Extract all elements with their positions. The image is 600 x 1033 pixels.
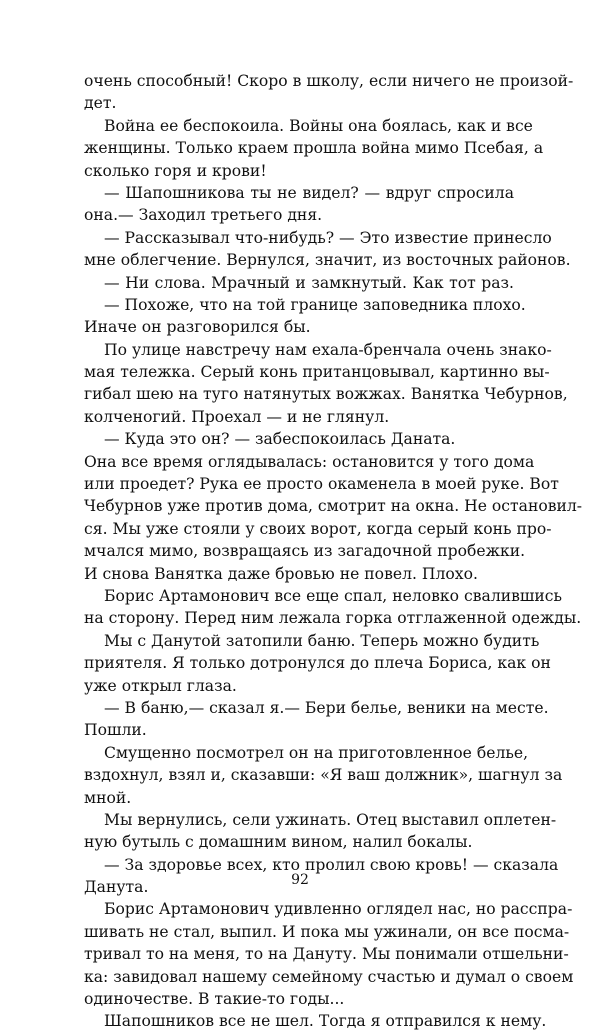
text-line: гибал шею на туго натянутых вожжах. Ванятка Чебурнов, [84,385,568,404]
text-line: Мы с Данутой затопили баню. Теперь можно будить [104,631,540,650]
text-line: Шапошников все не шел. Тогда я отправился к нему. [104,1012,547,1031]
text-line: она.— Заходил третьего дня. [84,206,323,225]
text-line: ся. Мы уже стояли у своих ворот, когда серый конь про- [84,519,552,538]
text-line: женщины. Только краем прошла война мимо Псебая, а [84,139,544,158]
text-line: сколько горя и крови! [84,161,267,180]
text-line: ка: завидовал нашему семейному счастью и думал о своем [84,967,574,986]
text-line: — Шапошникова ты не видел? — вдруг спросила [104,183,514,202]
text-line: приятеля. Я только дотронулся до плеча Бориса, как он [84,654,551,673]
text-line: Смущенно посмотрел он на приготовленное белье, [104,743,529,762]
page-number: 92 [291,872,309,888]
text-line: — Куда это он? — забеспокоилась Даната. [104,430,456,449]
text-line: очень способный! Скоро в школу, если ничего не произой- [84,72,574,90]
text-line: ную бутыль с домашним вином, налил бокалы. [84,833,473,852]
text-line: дет. [84,94,117,113]
text-line: Борис Артамонович все еще спал, неловко свалившись [104,586,563,605]
text-line: уже открыл глаза. [84,676,237,695]
text-line: мной. [84,788,132,807]
text-line: Пошли. [84,721,147,740]
text-line: — Похоже, что на той границе заповедника плохо. [104,295,526,314]
text-line: мчался мимо, возвращаясь из загадочной пробежки. [84,542,526,561]
text-line: тривал то на меня, то на Дануту. Мы понимали отшельни- [84,945,569,964]
text-line: — За здоровье всех, кто пролил свою кровь! — сказала [104,855,559,874]
text-line: Борис Артамонович удивленно оглядел нас, но расспра- [104,900,573,919]
text-line: одиночестве. В такие-то годы... [84,990,345,1009]
text-line: на сторону. Перед ним лежала горка отглаженной одежды. [84,609,582,628]
text-line: Иначе он разговорился бы. [84,318,311,337]
text-line: — Ни слова. Мрачный и замкнутый. Как тот раз. [104,273,514,292]
text-line: — В баню,— сказал я.— Бери белье, веники на месте. [104,698,549,717]
text-line: шивать не стал, выпил. И пока мы ужинали, он все посма- [84,922,570,941]
text-line: Война ее беспокоила. Войны она боялась, как и все [104,116,533,135]
text-line: мая тележка. Серый конь пританцовывал, картинно вы- [84,363,550,382]
text-line: — Рассказывал что-нибудь? — Это известие принесло [104,228,552,247]
text-line: Она все время оглядывалась: остановится у того дома [84,452,535,471]
text-line: И снова Ванятка даже бровью не повел. Плохо. [84,564,478,583]
text-line: По улице навстречу нам ехала-бренчала очень знако- [104,340,552,359]
text-line: вздохнул, взял и, сказавши: «Я ваш должник», шагнул за [84,766,563,785]
text-line: мне облегчение. Вернулся, значит, из восточных районов. [84,251,571,270]
text-line: Данута. [84,878,149,897]
text-line: или проедет? Рука ее просто окаменела в моей руке. Вот [84,475,559,494]
text-line: Мы вернулись, сели ужинать. Отец выставил оплетен- [104,810,557,829]
text-line: Чебурнов уже против дома, смотрит на окна. Не остановил- [84,497,583,516]
text-line: колченогий. Проехал — и не глянул. [84,407,390,426]
